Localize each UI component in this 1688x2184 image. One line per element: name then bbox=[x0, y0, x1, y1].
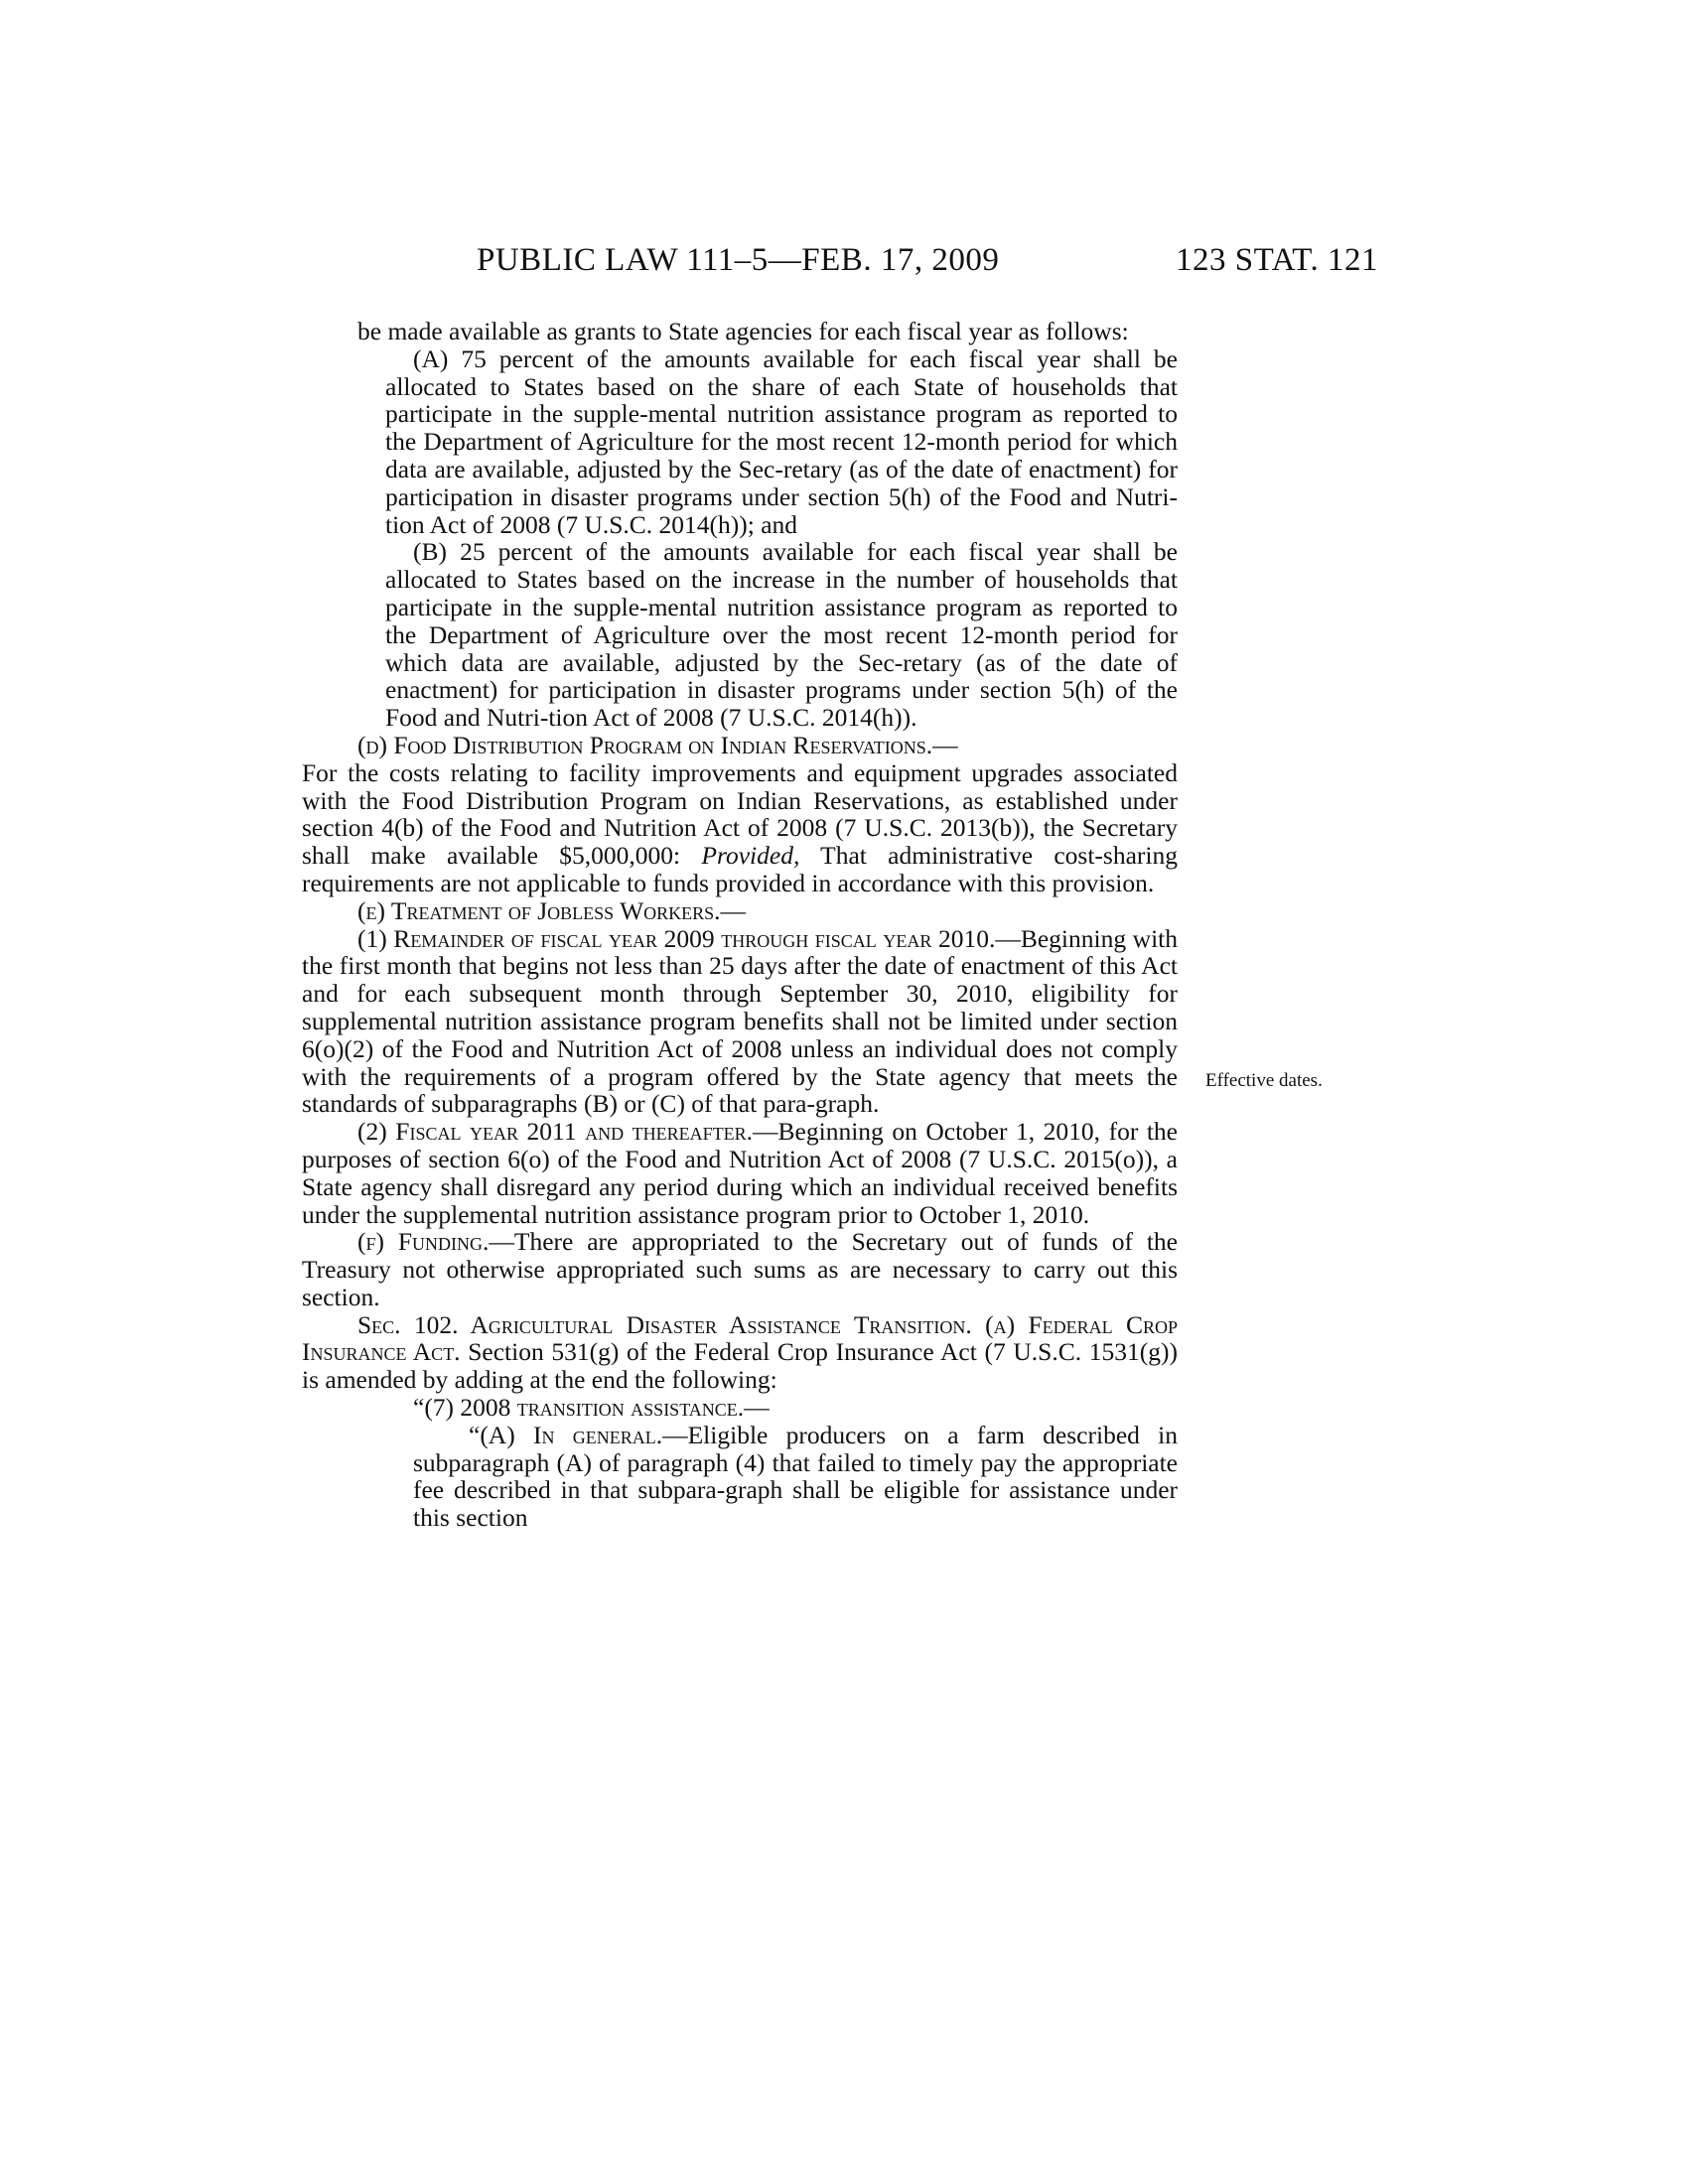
paragraph-B: (B) 25 percent of the amounts available for each fiscal year shall be allocated to States based on the increase in the number of households that participate in the supple-mental nutrition assistance program as reported to the Department of Agriculture over the most recent 12-month period for which data are available, adjusted by the Sec-retary (as of the date of enactment) for participation in disaster programs under section 5(h) of the Food and Nutri-tion Act of 2008 (7 U.S.C. 2014(h)). bbox=[385, 537, 1178, 733]
page-header-stat-number: 123 STAT. 121 bbox=[1175, 242, 1378, 278]
quoted-paragraph-7 bbox=[302, 1394, 1178, 1422]
margin-note: Effective dates. bbox=[1205, 1070, 1323, 1091]
quoted-paragraph-A-text: —Eligible producers on a farm described in subparagraph (A) of paragraph (4) that failed to timely pay the appropriate fee described in that subpara-graph shall be eligible for assistance under this section bbox=[413, 1420, 1178, 1533]
provided-italic: Provided, bbox=[701, 841, 800, 871]
section-d-text-part2: That administrative cost-sharing requirements are not applicable to funds provided in accordance with this provision. bbox=[302, 841, 1178, 897]
paragraph-e2 bbox=[246, 1118, 1178, 1228]
section-e-title: (e) Treatment of Jobless Workers.— bbox=[357, 895, 747, 925]
section-f-text: —There are appropriated to the Secretary out of funds of the Treasury not otherwise appropriated such sums as are necessary to carry out this section. bbox=[302, 1227, 1179, 1311]
paragraph-e2-text: —Beginning on October 1, 2010, for the purposes of section 6(o) of the Food and Nutrition Act of 2008 (7 U.S.C. 2015(o)), a State agency shall disregard any period during which an individual received benefits under the supplemental nutrition assistance program prior to October 1, 2010. bbox=[302, 1117, 1179, 1229]
paragraph-e2-heading: (2) Fiscal year 2011 and thereafter. bbox=[357, 1117, 754, 1147]
section-d-text bbox=[302, 759, 1178, 897]
paragraph-e1 bbox=[246, 925, 1178, 1119]
section-f bbox=[302, 1228, 1178, 1310]
paragraph-intro: be made available as grants to State agencies for each fiscal year as follows: bbox=[357, 317, 1129, 345]
paragraph-e1-text: —Beginning with the first month that begins not less than 25 days after the date of enactment of this Act and for each subsequent month through September 30, 2010, eligibility for supplemental nutrition assistance program benefits shall not be limited under section 6(o)(2) of the Food and Nutrition Act of 2008 unless an individual does not comply with the requirements of a program offered by the State agency that meets the standards of subparagraphs (B) or (C) of that para-graph. bbox=[302, 923, 1178, 1119]
section-102-heading: Sec. 102. Agricultural Disaster Assistance Transition. bbox=[357, 1309, 972, 1339]
quoted-paragraph-7-heading: “(7) 2008 transition assistance.— bbox=[413, 1393, 770, 1423]
section-e-heading bbox=[302, 897, 1178, 925]
section-102-text: Section 531(g) of the Federal Crop Insurance Act (7 U.S.C. 1531(g)) is amended by adding at the end the following: bbox=[302, 1337, 1178, 1395]
section-102 bbox=[302, 1311, 1178, 1394]
quoted-paragraph-A bbox=[302, 1422, 1178, 1532]
section-102-a-heading: (a) Federal Crop Insurance Act. bbox=[302, 1309, 1178, 1367]
page-header-title: PUBLIC LAW 111–5—FEB. 17, 2009 bbox=[477, 242, 1000, 278]
section-d-title: (d) Food Distribution Program on Indian Reservations.— bbox=[357, 730, 958, 759]
document-body bbox=[302, 318, 1178, 1532]
section-d-text-part1: For the costs relating to facility improvements and equipment upgrades associated with the Food Distribution Program on Indian Reservations, as established under section 4(b) of the Food and Nutrition Act of 2008 (7 U.S.C. 2013(b)), the Secretary shall make available $5,000,000: bbox=[302, 757, 1178, 871]
quoted-paragraph-A-heading: “(A) In general. bbox=[469, 1420, 663, 1449]
section-d-heading bbox=[302, 732, 1178, 759]
paragraph-A: (A) 75 percent of the amounts available for each fiscal year shall be allocated to States based on the share of each State of households that participate in the supple-mental nutrition assistance program as reported to the Department of Agriculture for the most recent 12-month period for which data are available, adjusted by the Sec-retary (as of the date of enactment) for participation in disaster programs under section 5(h) of the Food and Nutri-tion Act of 2008 (7 U.S.C. 2014(h)); and bbox=[385, 343, 1178, 539]
paragraph-e1-heading: (1) Remainder of fiscal year 2009 through fiscal year 2010. bbox=[357, 923, 996, 953]
section-f-heading: (f) Funding. bbox=[357, 1227, 490, 1257]
